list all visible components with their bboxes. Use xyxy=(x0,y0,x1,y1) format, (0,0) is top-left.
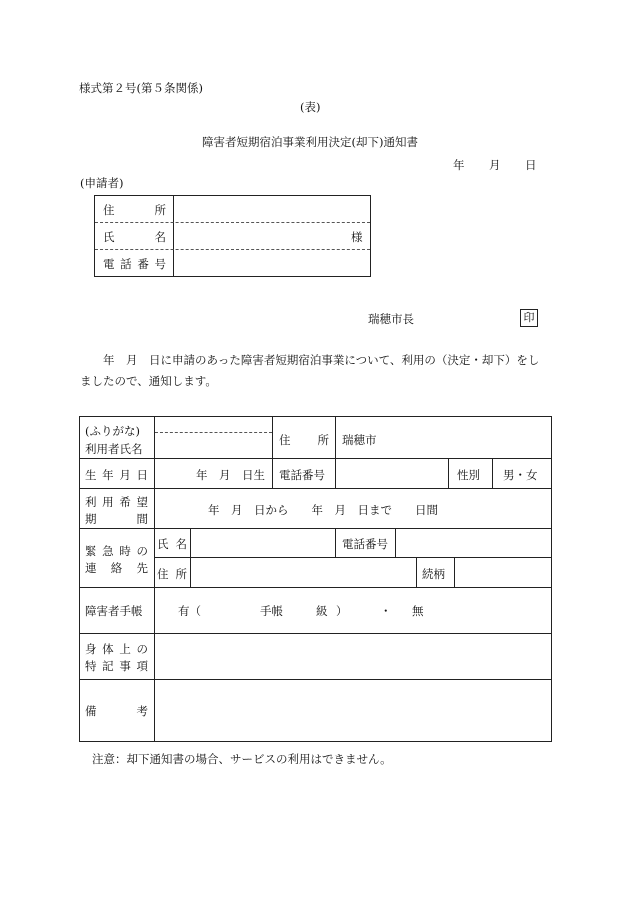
handbook-book: 手帳 xyxy=(260,604,283,618)
handbook-none: 無 xyxy=(412,604,424,618)
form-side: (表) xyxy=(300,100,321,114)
note: 注意：却下通知書の場合、サービスの利用はできません。 xyxy=(92,752,392,766)
physical-label-1: 身 体 上 の xyxy=(85,642,148,656)
gender-value: 男・女 xyxy=(503,468,538,482)
remarks-label: 備 考 xyxy=(85,704,148,718)
handbook-grade: 級 xyxy=(316,604,328,618)
birthdate-label: 生 年 月 日 xyxy=(85,468,148,482)
date-year: 年 xyxy=(453,158,465,172)
period-label-2: 期 間 xyxy=(85,512,148,526)
applicant-heading: (申請者) xyxy=(80,176,124,190)
issuer-title: 瑞穂市長 xyxy=(368,312,414,326)
handbook-label: 障害者手帳 xyxy=(85,604,143,618)
applicant-address-label: 住 所 xyxy=(103,203,166,217)
form-number: 様式第２号(第５条関係) xyxy=(79,81,203,95)
applicant-name-label: 氏 名 xyxy=(103,230,166,244)
emergency-label-2: 連 絡 先 xyxy=(85,561,148,575)
seal-mark: 印 xyxy=(520,309,538,327)
emergency-address-label: 住 所 xyxy=(157,567,187,581)
handbook-has: 有（ xyxy=(178,604,201,618)
handbook-close: ） xyxy=(336,604,348,618)
honorific: 様 xyxy=(351,230,363,244)
handbook-dot: ・ xyxy=(380,604,392,618)
physical-label-2: 特 記 事 項 xyxy=(85,659,148,673)
emergency-label-1: 緊 急 時 の xyxy=(85,544,148,558)
user-name-label: 利用者氏名 xyxy=(85,442,143,456)
date-month: 月 xyxy=(489,158,501,172)
birthdate-value: 年 月 日生 xyxy=(196,468,265,482)
notice-line-2: ましたので、通知します。 xyxy=(80,374,217,388)
furigana-label: (ふりがな) xyxy=(85,424,140,438)
period-value: 年 月 日から 年 月 日まで 日間 xyxy=(208,503,438,517)
user-address-value: 瑞穂市 xyxy=(342,433,377,447)
user-phone-label: 電話番号 xyxy=(279,468,325,482)
notice-line-1: 年 月 日に申請のあった障害者短期宿泊事業について、利用の（決定・却下）をし xyxy=(103,353,540,367)
document-title: 障害者短期宿泊事業利用決定(却下)通知書 xyxy=(202,135,418,149)
user-address-label: 住 所 xyxy=(279,433,329,447)
gender-label: 性別 xyxy=(457,468,480,482)
date-day: 日 xyxy=(525,158,537,172)
relation-label: 続柄 xyxy=(422,567,445,581)
emergency-phone-label: 電話番号 xyxy=(342,537,388,551)
period-label-1: 利 用 希 望 xyxy=(85,495,148,509)
emergency-name-label: 氏 名 xyxy=(157,537,187,551)
applicant-phone-label: 電 話 番 号 xyxy=(103,257,166,271)
